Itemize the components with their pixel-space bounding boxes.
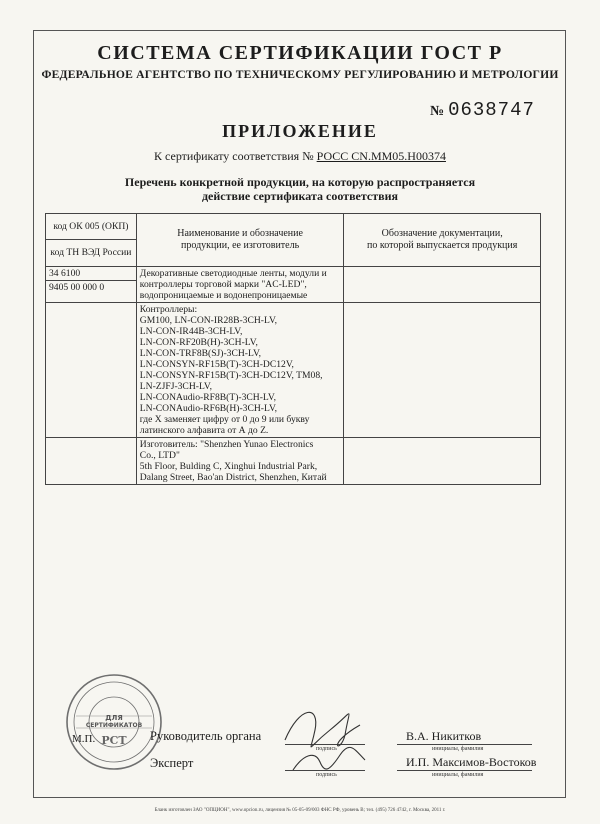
document-number bbox=[430, 99, 535, 121]
docs-cell bbox=[344, 438, 541, 485]
cert-number: РОСС CN.MM05.H00374 bbox=[316, 149, 446, 163]
head-name: В.А. Никитков bbox=[406, 729, 482, 743]
manufacturer-line: Dalang Street, Bao'an District, Shenzhen, Китай bbox=[139, 472, 327, 483]
number-sign: № bbox=[430, 104, 445, 119]
list-title-line2: действие сертификата соответствия bbox=[201, 189, 399, 203]
certificate-reference bbox=[0, 149, 600, 164]
controller-line: LN-CONSYN-RF15B(T)-3CH-DC12V, bbox=[139, 359, 294, 370]
controller-line: LN-CON-TRF8B(SJ)-3CH-LV, bbox=[139, 348, 262, 359]
header-docs bbox=[344, 214, 541, 267]
product-description-cell bbox=[136, 267, 344, 303]
codes-cell bbox=[46, 267, 137, 303]
head-label: Руководитель органа bbox=[150, 729, 262, 743]
manufacturer-line: Co., LTD" bbox=[139, 450, 180, 461]
manufacturer-line: 5th Floor, Bulding C, Xinghui Industrial Park, bbox=[139, 461, 318, 472]
docs-cell bbox=[344, 267, 541, 303]
certification-stamp bbox=[64, 672, 164, 772]
head-name-line bbox=[397, 744, 532, 745]
table-row bbox=[46, 303, 541, 438]
code-tnved-value: 9405 00 000 0 bbox=[49, 282, 105, 293]
controller-line: LN-CONAudio-RF8B(T)-3CH-LV, bbox=[139, 392, 276, 403]
table-row bbox=[46, 438, 541, 485]
list-title bbox=[0, 175, 600, 203]
product-desc-line: Декоративные светодиодные ленты, модули и bbox=[139, 268, 327, 279]
controller-line: где X заменяет цифру от 0 до 9 или букву bbox=[139, 414, 310, 425]
controller-line: LN-CON-IR44B-3CH-LV, bbox=[139, 326, 243, 337]
manufacturer-line: Изготовитель: "Shenzhen Yunao Electronics bbox=[139, 439, 314, 450]
controller-line: GM100, LN-CON-IR28B-3CH-LV, bbox=[139, 315, 278, 326]
header-code-okp: код ОК 005 (ОКП) bbox=[46, 214, 136, 240]
signature-scribbles bbox=[275, 700, 375, 780]
product-desc-line: водопроницаемые и водонепроницаемые bbox=[139, 290, 308, 301]
expert-name: И.П. Максимов-Востоков bbox=[406, 755, 537, 769]
list-title-line1: Перечень конкретной продукции, на которую распространяется bbox=[124, 175, 476, 189]
number-value: 0638747 bbox=[448, 99, 535, 121]
controller-line: LN-ZJFJ-3CH-LV, bbox=[139, 381, 213, 392]
print-footer: Бланк изготовлен ЗАО "ОПЦИОН", www.opcion.ru, лицензия № 05-05-09/003 ФНС РФ, уровень В; тел. (495) 726 4742, г. Москва, 2011 г. bbox=[154, 808, 446, 813]
agency-title: ФЕДЕРАЛЬНОЕ АГЕНТСТВО ПО ТЕХНИЧЕСКОМУ РЕГУЛИРОВАНИЮ И МЕТРОЛОГИИ bbox=[41, 68, 559, 81]
stamp-text-2: СЕРТИФИКАТОВ bbox=[85, 722, 143, 729]
expert-sig-caption: подпись bbox=[316, 772, 337, 778]
product-desc-line: контроллеры торговой марки "AC-LED", bbox=[139, 279, 307, 290]
header-codes bbox=[46, 214, 137, 267]
header-product-line1: Наименование и обозначение bbox=[177, 228, 303, 239]
cert-prefix: К сертификату соответствия № bbox=[154, 149, 314, 163]
codes-cell-empty bbox=[46, 303, 137, 438]
head-sig-caption: подпись bbox=[316, 746, 337, 752]
controller-line: LN-CONSYN-RF15B(T)-3CH-DC12V, TM08, bbox=[139, 370, 323, 381]
product-table bbox=[45, 213, 541, 485]
expert-label: Эксперт bbox=[150, 756, 194, 770]
table-header-row bbox=[46, 214, 541, 267]
docs-cell bbox=[344, 303, 541, 438]
controller-line: Контроллеры: bbox=[139, 304, 198, 315]
code-okp-value: 34 6100 bbox=[46, 267, 136, 281]
codes-cell-empty bbox=[46, 438, 137, 485]
controller-line: LN-CONAudio-RF6B(H)-3CH-LV, bbox=[139, 403, 278, 414]
header-product-line2: продукции, ее изготовитель bbox=[181, 240, 300, 251]
svg-text:РСТ: РСТ bbox=[101, 734, 127, 747]
page-title: ПРИЛОЖЕНИЕ bbox=[222, 121, 378, 141]
expert-name-line bbox=[397, 770, 532, 771]
manufacturer-cell bbox=[136, 438, 344, 485]
header-product bbox=[136, 214, 344, 267]
table-row bbox=[46, 267, 541, 303]
header-docs-line1: Обозначение документации, bbox=[381, 228, 503, 239]
mp-label: М.П. bbox=[72, 733, 96, 745]
stamp-text-1: ДЛЯ bbox=[105, 714, 123, 722]
head-name-caption: инициалы, фамилия bbox=[432, 746, 484, 752]
controller-line: латинского алфавита от А до Z. bbox=[139, 425, 269, 436]
expert-name-caption: инициалы, фамилия bbox=[432, 772, 484, 778]
controller-line: LN-CON-RF20B(H)-3CH-LV, bbox=[139, 337, 258, 348]
header-code-tnved: код ТН ВЭД России bbox=[50, 247, 132, 258]
system-title: СИСТЕМА СЕРТИФИКАЦИИ ГОСТ Р bbox=[97, 42, 503, 64]
header-docs-line2: по которой выпускается продукция bbox=[367, 240, 518, 251]
controllers-cell bbox=[136, 303, 344, 438]
